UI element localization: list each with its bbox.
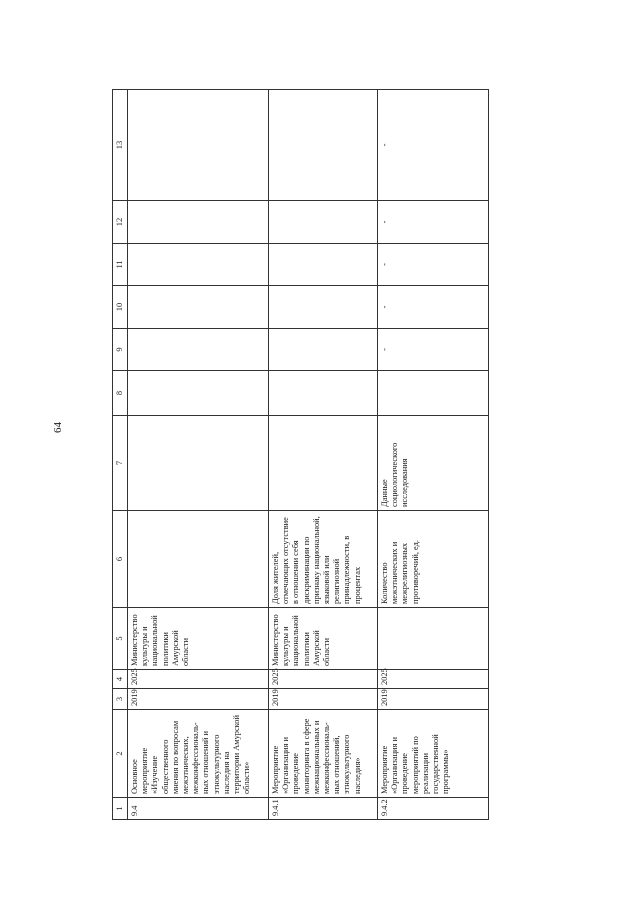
- value-cell: [128, 286, 269, 329]
- value-cell: -: [378, 329, 489, 371]
- row-number: 9.4.2: [378, 798, 489, 820]
- row-number: 9.4.1: [269, 798, 378, 820]
- value-cell: [269, 201, 378, 244]
- start-year: 2019: [128, 689, 269, 710]
- value-cell: [378, 371, 489, 416]
- column-header: 12: [113, 201, 128, 244]
- executor: [378, 608, 489, 670]
- end-year: 2025: [269, 670, 378, 689]
- rotated-table-container: [112, 90, 502, 820]
- column-header: 5: [113, 608, 128, 670]
- program-table: [112, 89, 489, 820]
- indicator: Количество межэтнических и межрелигиозных противоречий, ед.: [378, 511, 489, 608]
- value-cell: -: [378, 201, 489, 244]
- indicator: [128, 511, 269, 608]
- column-header: 3: [113, 689, 128, 710]
- column-header: 2: [113, 710, 128, 798]
- table-row: [269, 90, 378, 820]
- column-header: 1: [113, 798, 128, 820]
- start-year: 2019: [378, 689, 489, 710]
- column-header: 6: [113, 511, 128, 608]
- page-number: 64: [52, 422, 64, 433]
- column-header: 7: [113, 416, 128, 511]
- value-cell: [128, 371, 269, 416]
- value-cell: -: [378, 244, 489, 286]
- indicator: Доля жителей, отмечающих отсутствие в отношении себя дискриминации по признаку национальной, языковой или религиозной принадлежности, в процентах: [269, 511, 378, 608]
- end-year: 2025: [128, 670, 269, 689]
- value-cell: [269, 244, 378, 286]
- activity-name: Мероприятие «Организация и проведение мероприятий по реализации государственной программы»: [378, 710, 489, 798]
- column-header: 10: [113, 286, 128, 329]
- end-year: 2025: [378, 670, 489, 689]
- column-header: 11: [113, 244, 128, 286]
- executor: Министерство культуры и национальной политики Амурской области: [128, 608, 269, 670]
- data-source: [269, 416, 378, 511]
- value-cell: [269, 371, 378, 416]
- value-cell: [128, 244, 269, 286]
- value-cell: [269, 286, 378, 329]
- data-source: Данные социологического исследования: [378, 416, 489, 511]
- column-header: 9: [113, 329, 128, 371]
- table-row: [128, 90, 269, 820]
- activity-name: Основное мероприятие «Изучение общественного мнения по вопросам межэтнических, межконфессиональ-ных отношений и этнокультурного наследия на территории Амурской области»: [128, 710, 269, 798]
- value-cell: [128, 201, 269, 244]
- value-cell: [128, 329, 269, 371]
- table-row: [378, 90, 489, 820]
- value-cell: -: [378, 90, 489, 201]
- value-cell: -: [378, 286, 489, 329]
- start-year: 2019: [269, 689, 378, 710]
- row-number: 9.4: [128, 798, 269, 820]
- column-header: 8: [113, 371, 128, 416]
- executor: Министерство культуры и национальной политики Амурской области: [269, 608, 378, 670]
- activity-name: Мероприятие «Организация и проведение мониторинга в сфере межнациональных и межконфессиональ-ных отношений, этнокультурного наследия»: [269, 710, 378, 798]
- header-row: [113, 90, 128, 820]
- value-cell: [269, 329, 378, 371]
- column-header: 13: [113, 90, 128, 201]
- value-cell: [269, 90, 378, 201]
- column-header: 4: [113, 670, 128, 689]
- value-cell: [128, 90, 269, 201]
- data-source: [128, 416, 269, 511]
